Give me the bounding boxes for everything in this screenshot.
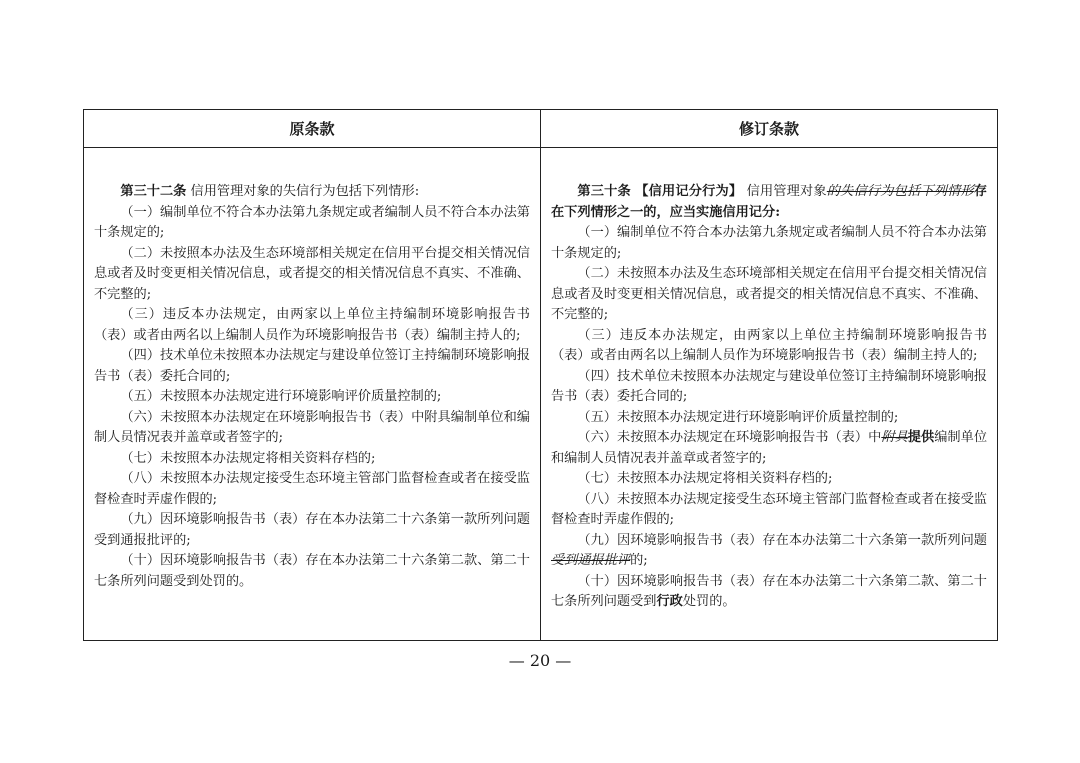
comparison-table bbox=[83, 109, 998, 641]
original-clause-cell bbox=[84, 148, 541, 641]
original-intro-text: 信用管理对象的失信行为包括下列情形: bbox=[190, 184, 420, 199]
revised-item-6 bbox=[551, 428, 987, 469]
header-revised: 修订条款 bbox=[541, 110, 998, 148]
revised-item-9 bbox=[551, 531, 987, 572]
revised-item: （二）未按照本办法及生态环境部相关规定在信用平台提交相关情况信息或者及时变更相关情况信息，或者提交的相关情况信息不真实、不准确、不完整的; bbox=[551, 266, 987, 322]
original-item: （七）未按照本办法规定将相关资料存档的; bbox=[120, 450, 376, 466]
revised-article-title: 第三十条 bbox=[577, 184, 631, 199]
revised-intro-kept: 信用管理对象 bbox=[746, 184, 827, 199]
revised-item-10-start: （十）因环境影响报告书（表）存在本办法第二十六条第二款、第二十七条所列问题受到 bbox=[551, 573, 987, 609]
revised-item-9-end: 的; bbox=[630, 553, 648, 568]
table-body-row bbox=[84, 148, 998, 641]
original-item: （九）因环境影响报告书（表）存在本办法第二十六条第一款所列问题受到通报批评的; bbox=[94, 512, 530, 548]
revised-item: （三）违反本办法规定，由两家以上单位主持编制环境影响报告书（表）或者由两名以上编制人员作为环境影响报告书（表）编制主持人的; bbox=[551, 327, 987, 363]
original-item: （一）编制单位不符合本办法第九条规定或者编制人员不符合本办法第十条规定的; bbox=[94, 204, 530, 240]
original-item: （六）未按照本办法规定在环境影响报告书（表）中附具编制单位和编制人员情况表并盖章或者签字的; bbox=[94, 409, 530, 445]
revised-intro-added: 存在下列情形之一的，应当实施信用记分 bbox=[551, 184, 988, 220]
revised-intro-deleted: 的失信行为包括下列情形 bbox=[826, 184, 974, 199]
table-header-row bbox=[84, 110, 998, 148]
original-item: （二）未按照本办法及生态环境部相关规定在信用平台提交相关情况信息或者及时变更相关情况信息，或者提交的相关情况信息不真实、不准确、不完整的; bbox=[94, 245, 530, 302]
revised-item: （五）未按照本办法规定进行环境影响评价质量控制的; bbox=[577, 409, 899, 425]
revised-item: （八）未按照本办法规定接受生态环境主管部门监督检查或者在接受监督检查时弄虚作假的; bbox=[551, 491, 987, 527]
revised-item-6-start: （六）未按照本办法规定在环境影响报告书（表）中 bbox=[577, 430, 882, 445]
original-article-title: 第三十二条 bbox=[120, 184, 187, 199]
revised-item-9-start: （九）因环境影响报告书（表）存在本办法第二十六条第一款所列问题 bbox=[577, 532, 987, 548]
revised-article-intro bbox=[551, 182, 987, 223]
header-original: 原条款 bbox=[84, 110, 541, 148]
page-number: — 20 — bbox=[508, 651, 572, 670]
revised-item-10 bbox=[551, 572, 987, 613]
revised-item: （四）技术单位未按照本办法规定与建设单位签订主持编制环境影响报告书（表）委托合同的; bbox=[551, 368, 987, 404]
revised-item-10-end: 处罚的。 bbox=[682, 594, 736, 609]
revised-item-6-added: 提供 bbox=[907, 430, 935, 445]
revised-item-9-deleted: 受到通报批评 bbox=[551, 553, 631, 568]
original-item: （三）违反本办法规定，由两家以上单位主持编制环境影响报告书（表）或者由两名以上编制人员作为环境影响报告书（表）编制主持人的; bbox=[94, 307, 530, 343]
revised-intro-end: : bbox=[775, 204, 781, 220]
original-item: （八）未按照本办法规定接受生态环境主管部门监督检查或者在接受监督检查时弄虚作假的; bbox=[94, 471, 530, 507]
revised-clause-cell bbox=[541, 148, 998, 641]
original-item: （四）技术单位未按照本办法规定与建设单位签订主持编制环境影响报告书（表）委托合同的; bbox=[94, 348, 530, 384]
revised-item-6-deleted: 附具 bbox=[881, 430, 908, 445]
original-item: （五）未按照本办法规定进行环境影响评价质量控制的; bbox=[120, 389, 442, 404]
original-article-intro bbox=[94, 182, 530, 203]
revised-item-10-added: 行政 bbox=[656, 594, 683, 609]
revised-article-tag: 【信用记分行为】 bbox=[635, 184, 743, 199]
revised-item: （一）编制单位不符合本办法第九条规定或者编制人员不符合本办法第十条规定的; bbox=[551, 225, 987, 261]
original-item: （十）因环境影响报告书（表）存在本办法第二十六条第二款、第二十七条所列问题受到处罚的。 bbox=[94, 553, 530, 589]
revised-item-6-end: 编制单位和编制人员情况表并盖章或者签字的; bbox=[551, 430, 988, 466]
revised-item: （七）未按照本办法规定将相关资料存档的; bbox=[577, 471, 833, 486]
